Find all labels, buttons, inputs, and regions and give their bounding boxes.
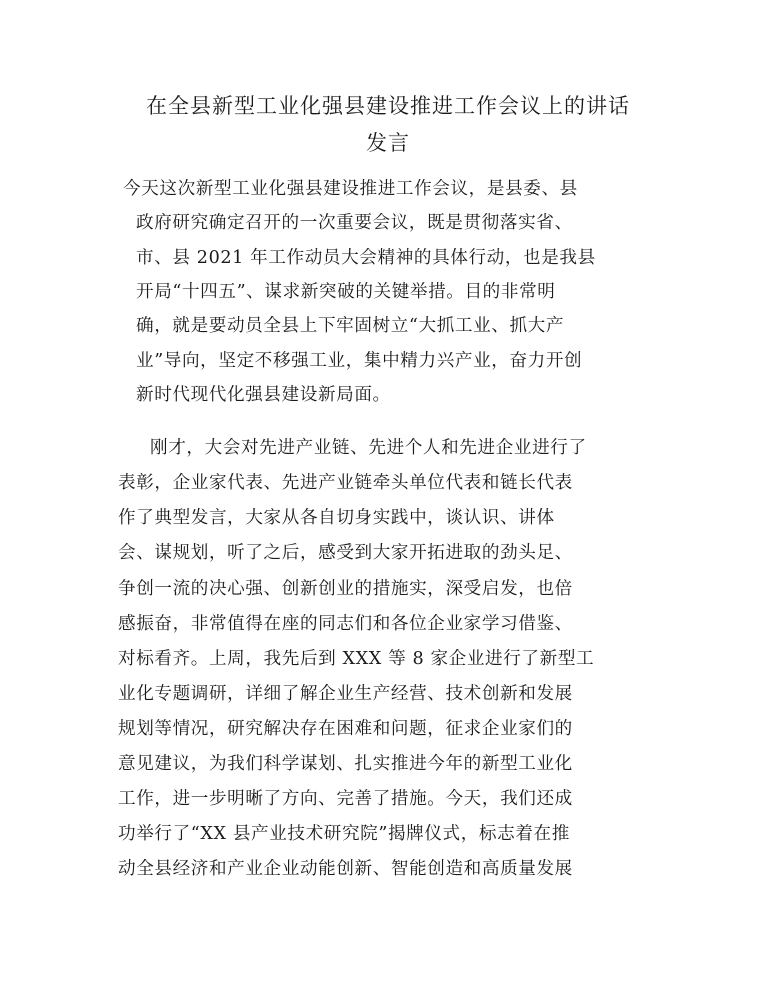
paragraph-line: 动全县经济和产业企业动能创新、智能创造和高质量发展 — [118, 859, 573, 879]
paragraph-line: 功举行了“XX 县产业技术研究院”揭牌仪式，标志着在推 — [118, 824, 570, 844]
paragraph-line: 新时代现代化强县建设新局面。 — [136, 385, 391, 405]
paragraph-line: 今天这次新型工业化强县建设推进工作会议，是县委、县 — [123, 179, 578, 199]
paragraph-line: 意见建议，为我们科学谋划、扎实推进今年的新型工业化 — [118, 754, 573, 774]
paragraph-line: 政府研究确定召开的一次重要会议，既是贯彻落实省、 — [136, 213, 573, 233]
paragraph-line: 刚才，大会对先进产业链、先进个人和先进企业进行了 — [150, 438, 587, 458]
paragraph-line: 对标看齐。上周，我先后到 XXX 等 8 家企业进行了新型工 — [118, 649, 595, 669]
paragraph-line: 开局“十四五”、谋求新突破的关键举措。目的非常明 — [136, 282, 556, 302]
paragraph-line: 表彰，企业家代表、先进产业链牵头单位代表和链长代表 — [118, 473, 573, 493]
paragraph-line: 会、谋规划，听了之后，感受到大家开拓进取的劲头足、 — [118, 543, 573, 563]
paragraph-line: 业化专题调研，详细了解企业生产经营、技术创新和发展 — [118, 684, 573, 704]
paragraph-line: 业”导向，坚定不移强工业，集中精力兴产业，奋力开创 — [136, 351, 583, 371]
paragraph-line: 感振奋，非常值得在座的同志们和各位企业家学习借鉴、 — [118, 614, 573, 634]
paragraph-line: 市、县 2021 年工作动员大会精神的具体行动，也是我县 — [136, 248, 596, 268]
document-title-line-2: 发言 — [366, 131, 410, 155]
paragraph-line: 工作，进一步明晰了方向、完善了措施。今天，我们还成 — [118, 789, 573, 809]
paragraph-line: 确，就是要动员全县上下牢固树立“大抓工业、抓大产 — [136, 316, 565, 336]
paragraph-line: 作了典型发言，大家从各自切身实践中，谈认识、讲体 — [118, 508, 555, 528]
paragraph-line: 规划等情况，研究解决存在困难和问题，征求企业家们的 — [118, 719, 573, 739]
paragraph-line: 争创一流的决心强、创新创业的措施实，深受启发，也倍 — [118, 579, 573, 599]
document-title-line-1: 在全县新型工业化强县建设推进工作会议上的讲话 — [146, 94, 630, 118]
